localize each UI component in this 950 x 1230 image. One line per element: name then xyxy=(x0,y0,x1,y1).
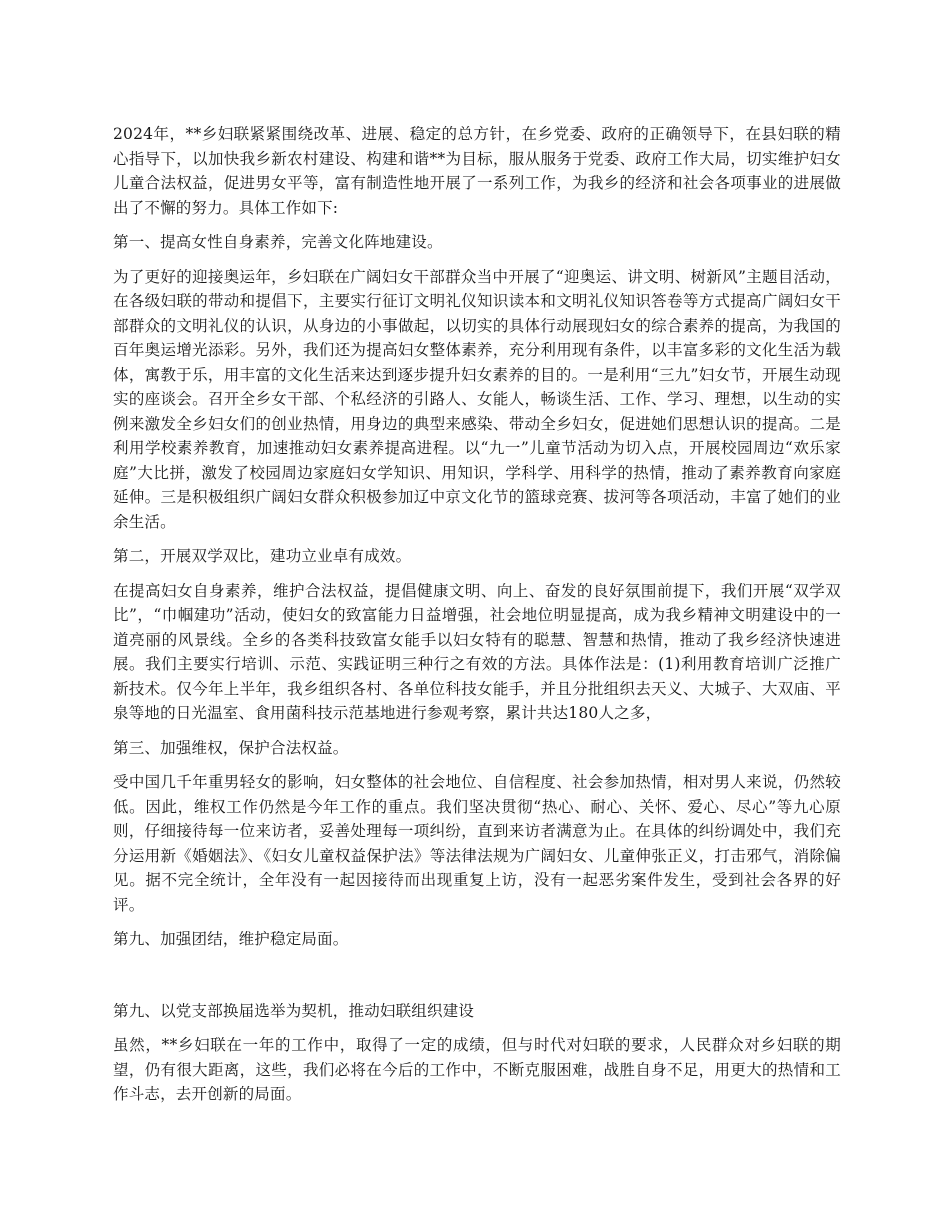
document-body xyxy=(113,122,841,1117)
section-heading-5: 第九、以党支部换届选举为契机，推动妇联组织建设 xyxy=(113,1001,475,1020)
closing-paragraph: 虽然，**乡妇联在一年的工作中，取得了一定的成绩，但与时代对妇联的要求，人民群众对乡妇联的期望，仍有很大距离，这些，我们必将在今后的工作中，不断克服困难，战胜自身不足，用更大的热情和工作斗志，去开创新的局面。 xyxy=(113,1036,841,1103)
section-heading-1: 第一、提高女性自身素养，完善文化阵地建设。 xyxy=(113,233,443,251)
section-heading-2: 第二，开展双学双比，建功立业卓有成效。 xyxy=(113,547,412,565)
section-heading-4: 第九、加强团结，维护稳定局面。 xyxy=(113,930,349,948)
section-2-paragraph: 在提高妇女自身素养，维护合法权益，提倡健康文明、向上、奋发的良好氛围前提下，我们开展“双学双比”，“巾帼建功”活动，使妇女的致富能力日益增强，社会地位明显提高，成为我乡精神文明建设中的一道亮丽的风景线。全乡的各类科技致富女能手以妇女特有的聪慧、智慧和热情，推动了我乡经济快速进展。我们主要实行培训、示范、实践证明三种行之有效的方法。具体作法是：(1)利用教育培训广泛推广新技术。仅今年上半年，我乡组织各村、各单位科技女能手，并且分批组织去天义、大城子、大双庙、平泉等地的日光温室、食用菌科技示范基地进行参观考察，累计共达180人之多， xyxy=(113,581,841,722)
section-heading-3: 第三、加强维权，保护合法权益。 xyxy=(113,738,349,757)
intro-paragraph: 2024年，**乡妇联紧紧围绕改革、进展、稳定的总方针，在乡党委、政府的正确领导下，在县妇联的精心指导下，以加快我乡新农村建设、构建和谐**为目标，服从服务于党委、政府工作大局，切实维护妇女儿童合法权益，促进男女平等，富有制造性地开展了一系列工作，为我乡的经济和社会各项事业的进展做出了不懈的努力。具体工作如下: xyxy=(113,125,841,217)
section-3-paragraph: 受中国几千年重男轻女的影响，妇女整体的社会地位、自信程度、社会参加热情，相对男人来说，仍然较低。因此，维权工作仍然是今年工作的重点。我们坚决贯彻“热心、耐心、关怀、爱心、尽心”等九心原则，仔细接待每一位来访者，妥善处理每一项纠纷，直到来访者满意为止。在具体的纠纷调处中，我们充分运用新《婚姻法》、《妇女儿童权益保护法》等法律法规为广阔妇女、儿童伸张正义，打击邪气，消除偏见。据不完全统计，全年没有一起因接待而出现重复上访，没有一起恶劣案件发生，受到社会各界的好评。 xyxy=(113,773,841,914)
section-1-paragraph: 为了更好的迎接奥运年，乡妇联在广阔妇女干部群众当中开展了“迎奥运、讲文明、树新风”主题目活动，在各级妇联的带动和提倡下，主要实行征订文明礼仪知识读本和文明礼仪知识答卷等方式提高广阔妇女干部群众的文明礼仪的认识，从身边的小事做起，以切实的具体行动展现妇女的综合素养的提高，为我国的百年奥运增光添彩。另外，我们还为提高妇女整体素养，充分利用现有条件，以丰富多彩的文化生活为载体，寓教于乐，用丰富的文化生活来达到逐步提升妇女素养的目的。一是利用“三九”妇女节，开展生动现实的座谈会。召开全乡女干部、个私经济的引路人、女能人，畅谈生活、工作、学习、理想，以生动的实例来激发全乡妇女们的创业热情，用身边的典型来感染、带动全乡妇女，促进她们思想认识的提高。二是利用学校素养教育，加速推动妇女素养提高进程。以“九一”儿童节活动为切入点，开展校园周边“欢乐家庭”大比拼，激发了校园周边家庭妇女学知识、用知识，学科学、用科学的热情，推动了素养教育向家庭延伸。三是积极组织广阔妇女群众积极参加辽中京文化节的篮球竞赛、拔河等各项活动，丰富了她们的业余生活。 xyxy=(113,267,841,531)
blank-space xyxy=(113,962,841,999)
